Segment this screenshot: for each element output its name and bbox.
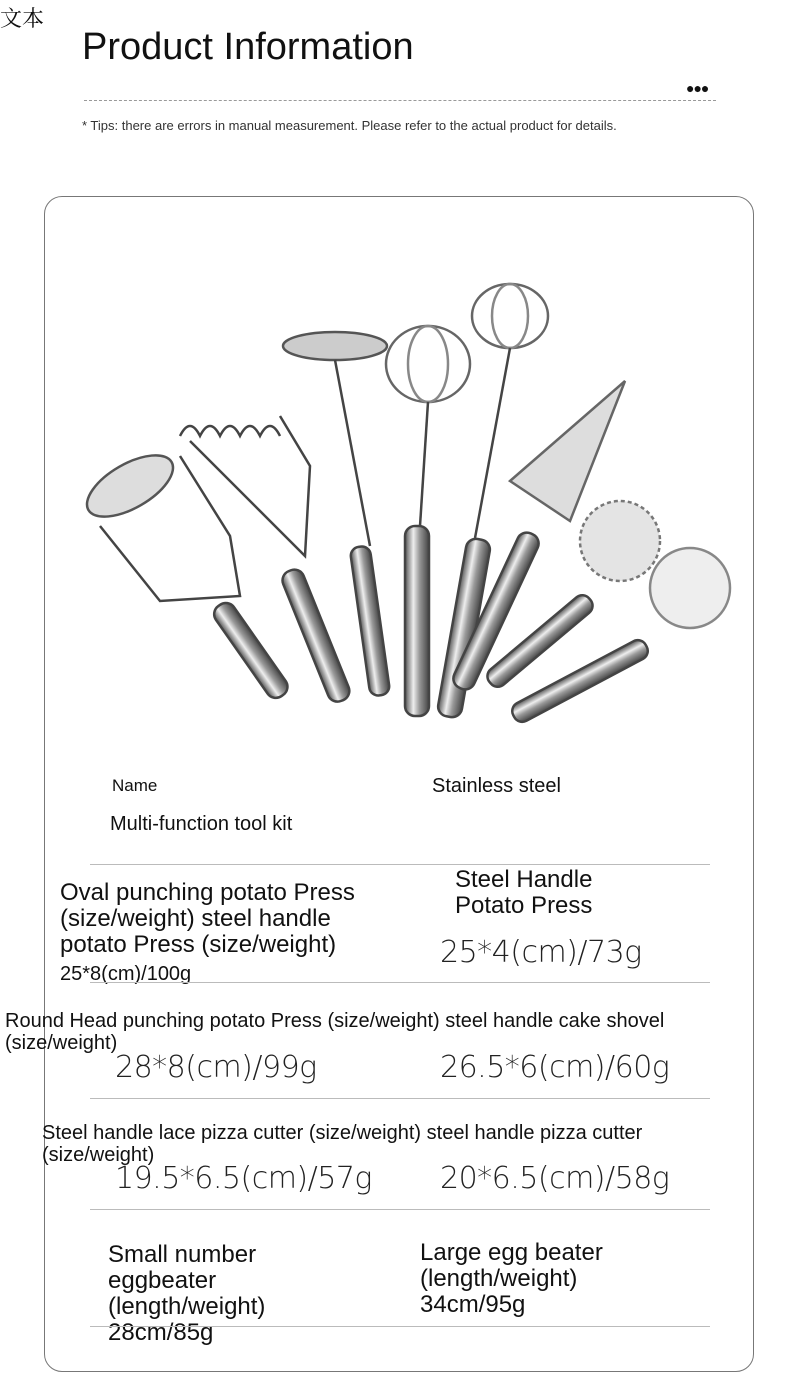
pizza-cutter-value: 20*6.5(cm)/58g [440, 1161, 670, 1196]
tip-text: * Tips: there are errors in manual measurement. Please refer to the actual product for details. [82, 118, 617, 133]
header-divider [84, 100, 716, 101]
page-title: Product Information [82, 26, 414, 68]
row-divider [90, 982, 710, 983]
oval-press-label: Oval punching potato Press (size/weight) steel handle potato Press (size/weight) [60, 879, 355, 958]
name-value: Multi-function tool kit [110, 813, 293, 835]
small-beater-info: Small number eggbeater (length/weight) 28cm/85g [108, 1241, 266, 1346]
row-divider [90, 1326, 710, 1327]
row-divider [90, 864, 710, 865]
round-press-value: 28*8(cm)/99g [115, 1050, 317, 1085]
product-photo [80, 276, 740, 736]
material-value: Stainless steel [432, 775, 561, 797]
row-divider [90, 1098, 710, 1099]
cake-shovel-value: 26.5*6(cm)/60g [440, 1050, 670, 1085]
corner-label: 文本 [0, 7, 45, 32]
steel-press-label: Steel Handle Potato Press [455, 866, 593, 919]
row-divider [90, 1209, 710, 1210]
lace-cutter-value: 19.5*6.5(cm)/57g [115, 1161, 372, 1196]
pizza-row-label: Steel handle lace pizza cutter (size/weight) steel handle pizza cutter (size/weight) [42, 1122, 643, 1166]
oval-press-value: 25*8(cm)/100g [60, 963, 192, 985]
name-label: Name [112, 776, 158, 795]
more-dots-icon: ●●● [686, 80, 709, 96]
large-beater-info: Large egg beater (length/weight) 34cm/95g [420, 1239, 603, 1318]
round-row-label: Round Head punching potato Press (size/weight) steel handle cake shovel (size/weight) [5, 1010, 665, 1054]
steel-press-value: 25*4(cm)/73g [440, 935, 642, 970]
